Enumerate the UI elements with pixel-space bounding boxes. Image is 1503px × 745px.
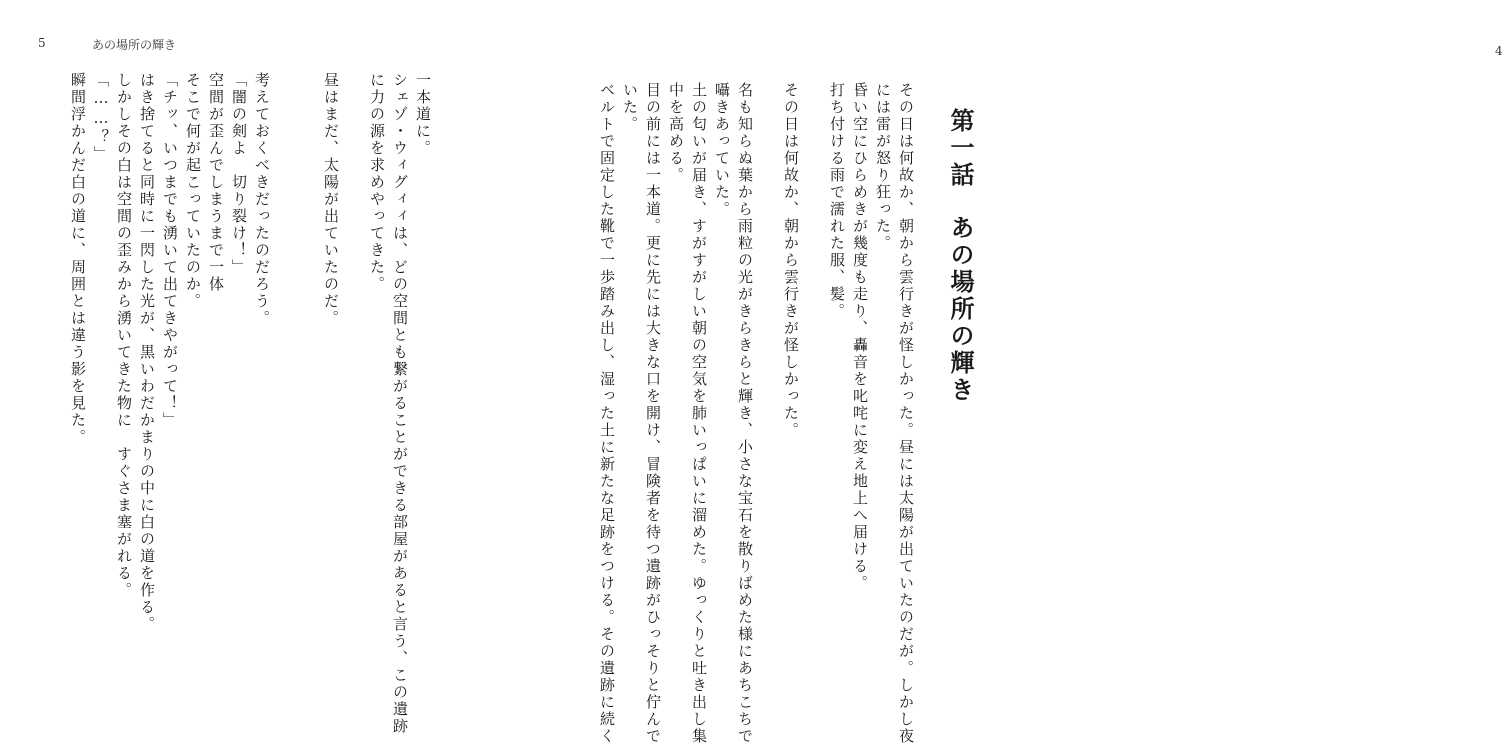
body-line: はき捨てると同時に一閃した光が、黒いわだかまりの中に白の道を作る。 <box>138 72 156 633</box>
chapter-number: 第一話 <box>946 108 974 189</box>
body-line: そこで何が起こっていたのか。 <box>184 72 202 310</box>
body-line: に力の源を求めやってきた。 <box>368 72 386 293</box>
body-line: 土の匂いが届き、すがすがしい朝の空気を肺いっぱいに溜めた。ゆっくりと吐き出し集 <box>690 82 708 745</box>
body-line: その日は何故か、朝から雲行きが怪しかった。 <box>782 82 800 439</box>
body-line <box>756 82 779 745</box>
left-page-body <box>66 72 434 735</box>
body-line: シェゾ・ウィグィィは、どの空間とも繋がることができる部屋があると言う、この遺跡 <box>391 72 409 735</box>
body-line: 「チッ、いつまでも湧いて出てきやがって！」 <box>161 72 179 429</box>
body-line: 囁きあっていた。 <box>713 82 731 218</box>
chapter-heading <box>943 108 978 404</box>
body-line: 「闇の剣よ 切り裂け！」 <box>230 72 248 276</box>
body-line: 考えておくべきだったのだろう。 <box>253 72 271 327</box>
body-line: 昼はまだ、太陽が出ていたのだ。 <box>322 72 340 327</box>
page-number-left: 5 <box>38 36 46 50</box>
body-line: 目の前には一本道。更に先には大きな口を開け、冒険者を待つ遺跡がひっそりと佇んで <box>644 82 662 745</box>
body-line: 一本道に。 <box>414 72 432 157</box>
chapter-title: あの場所の輝き <box>946 215 974 404</box>
body-line: 「……？」 <box>92 72 110 163</box>
body-line: 名も知らぬ葉から雨粒の光がきらきらと輝き、小さな宝石を散りばめた様にあちこちで <box>736 82 754 745</box>
body-line: その日は何故か、朝から雲行きが怪しかった。昼には太陽が出ていたのだが。しかし夜 <box>897 82 915 745</box>
body-line: には雷が怒り狂った。 <box>874 82 892 252</box>
body-line <box>342 72 365 735</box>
body-line <box>296 72 319 735</box>
body-line <box>802 82 825 745</box>
left-page <box>0 0 512 735</box>
page-number-right: 4 <box>1495 44 1503 58</box>
body-line: 空間が歪んでしまうまで一体 <box>207 72 225 293</box>
body-line: しかしその白は空間の歪みから湧いてきた物に すぐさま塞がれる。 <box>115 72 133 599</box>
body-line <box>273 72 296 735</box>
body-line: いた。 <box>621 82 639 133</box>
body-line: 昏い空にひらめきが幾度も走り、轟音を叱咤に変え地上へ届ける。 <box>851 82 869 592</box>
body-line: 打ち付ける雨で濡れた服、髪。 <box>828 82 846 320</box>
body-line: 瞬間浮かんだ白の道に、周囲とは違う影を見た。 <box>69 72 87 446</box>
running-title: あの場所の輝き <box>92 38 177 52</box>
body-line: ベルトで固定した靴で一歩踏み出し、湿った土に新たな足跡をつける。その遺跡に続く <box>598 82 616 745</box>
right-page-body <box>595 82 917 745</box>
body-line: 中を高める。 <box>667 82 685 184</box>
